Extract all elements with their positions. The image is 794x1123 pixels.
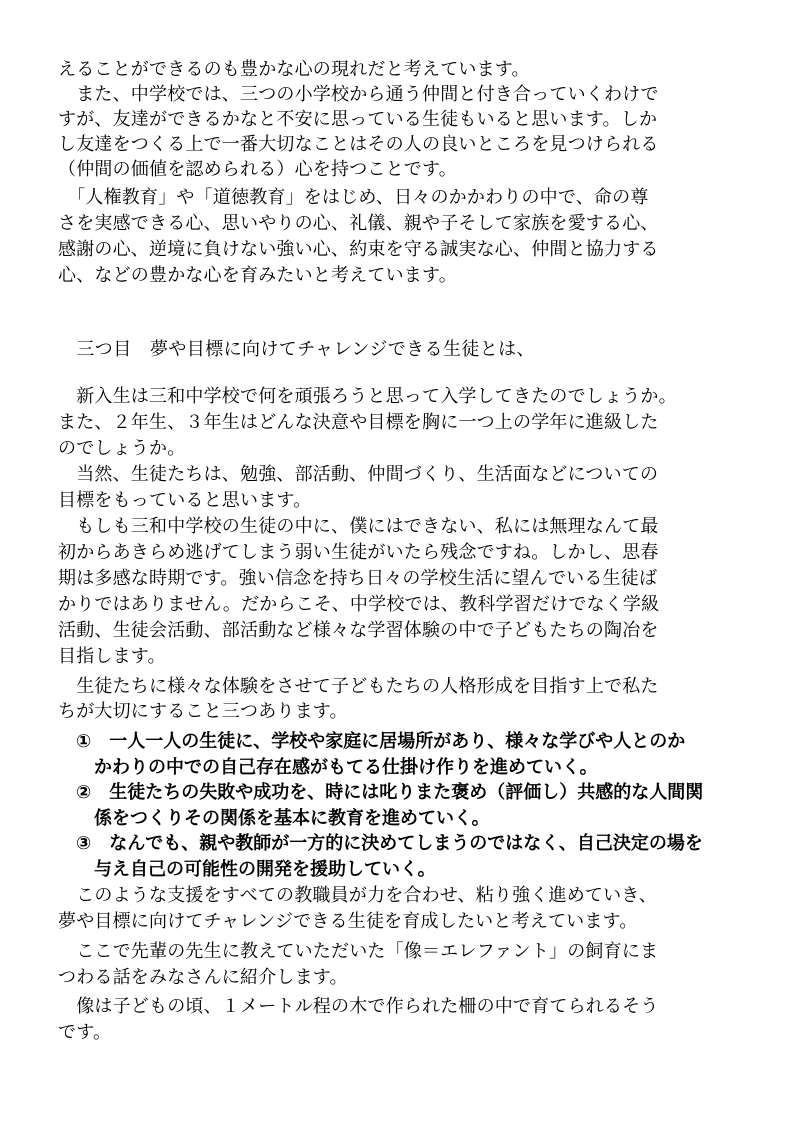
paragraph-line: このような支援をすべての教職員が力を合わせ、粘り強く進めていき、: [58, 885, 657, 906]
paragraph-line: 目指します。: [58, 646, 166, 667]
paragraph-line: つわる話をみなさんに紹介します。: [58, 967, 348, 988]
paragraph-line: し友達をつくる上で一番大切なことはその人の良いところを見つけられる: [58, 134, 659, 155]
paragraph-line: 像は子どもの頃、１メートル程の木で作られた柵の中で育てられるそう: [58, 996, 659, 1017]
paragraph-line: 目標をもっていると思います。: [58, 490, 312, 511]
section-heading: 三つ目 夢や目標に向けてチャレンジできる生徒とは、: [58, 339, 535, 360]
paragraph-line: のでしょうか。: [58, 438, 186, 459]
paragraph-line: 生徒たちに様々な体験をさせて子どもたちの人格形成を目指す上で私た: [58, 676, 659, 697]
paragraph-line: 「人権教育」や「道徳教育」をはじめ、日々のかかわりの中で、命の尊: [58, 187, 649, 208]
paragraph-line: 新入生は三和中学校で何を頑張ろうと思って入学してきたのでしょうか。: [58, 386, 677, 407]
numbered-item-3: ③ なんでも、親や教師が一方的に決めてしまうのではなく、自己決定の場を: [58, 833, 703, 854]
paragraph-line: ちが大切にすること三つあります。: [58, 701, 348, 722]
paragraph-line: 当然、生徒たちは、勉強、部活動、仲間づくり、生活面などについての: [58, 464, 659, 485]
numbered-item-1-continuation: かわりの中での自己存在感がもてる仕掛け作りを進めていく。: [58, 757, 598, 778]
numbered-item-2: ② 生徒たちの失敗や成功を、時には叱りまた褒め（評価し）共感的な人間関: [58, 782, 704, 803]
paragraph-line: かりではありません。だからこそ、中学校では、教科学習だけでなく学級: [58, 594, 660, 615]
paragraph-line: 感謝の心、逆境に負けない強い心、約束を守る誠実な心、仲間と協力する: [58, 239, 659, 260]
paragraph-line: さを実感できる心、思いやりの心、礼儀、親や子そして家族を愛する心、: [58, 213, 659, 234]
paragraph-line: えることができるのも豊かな心の現れだと考えています。: [58, 59, 530, 80]
paragraph-line: また、中学校では、三つの小学校から通う仲間と付き合っていくわけで: [58, 84, 659, 105]
paragraph-line: です。: [58, 1022, 112, 1043]
paragraph-line: 期は多感な時期です。強い信念を持ち日々の学校生活に望んでいる生徒ば: [58, 568, 658, 589]
paragraph-line: （仲間の価値を認められる）心を持つことです。: [58, 159, 457, 180]
numbered-item-2-continuation: 係をつくりその関係を基本に教育を進めていく。: [58, 808, 490, 829]
paragraph-line: すが、友達ができるかなと不安に思っている生徒もいると思います。しか: [58, 109, 658, 130]
paragraph-line: 初からあきらめ逃げてしまう弱い生徒がいたら残念ですね。しかし、思春: [58, 542, 659, 563]
paragraph-line: また、２年生、３年生はどんな決意や目標を胸に一つ上の学年に進級した: [58, 412, 659, 433]
numbered-item-1: ① 一人一人の生徒に、学校や家庭に居場所があり、様々な学びや人とのか: [58, 731, 686, 752]
paragraph-line: 心、などの豊かな心を育みたいと考えています。: [58, 265, 457, 286]
numbered-item-3-continuation: 与え自己の可能性の開発を援助していく。: [58, 859, 436, 880]
paragraph-line: ここで先輩の先生に教えていただいた「像＝エレファント」の飼育にま: [58, 941, 659, 962]
paragraph-line: 活動、生徒会活動、部活動など様々な学習体験の中で子どもたちの陶冶を: [58, 620, 659, 641]
paragraph-line: もしも三和中学校の生徒の中に、僕にはできない、私には無理なんて最: [58, 516, 659, 537]
paragraph-line: 夢や目標に向けてチャレンジできる生徒を育成したいと考えています。: [58, 911, 638, 932]
